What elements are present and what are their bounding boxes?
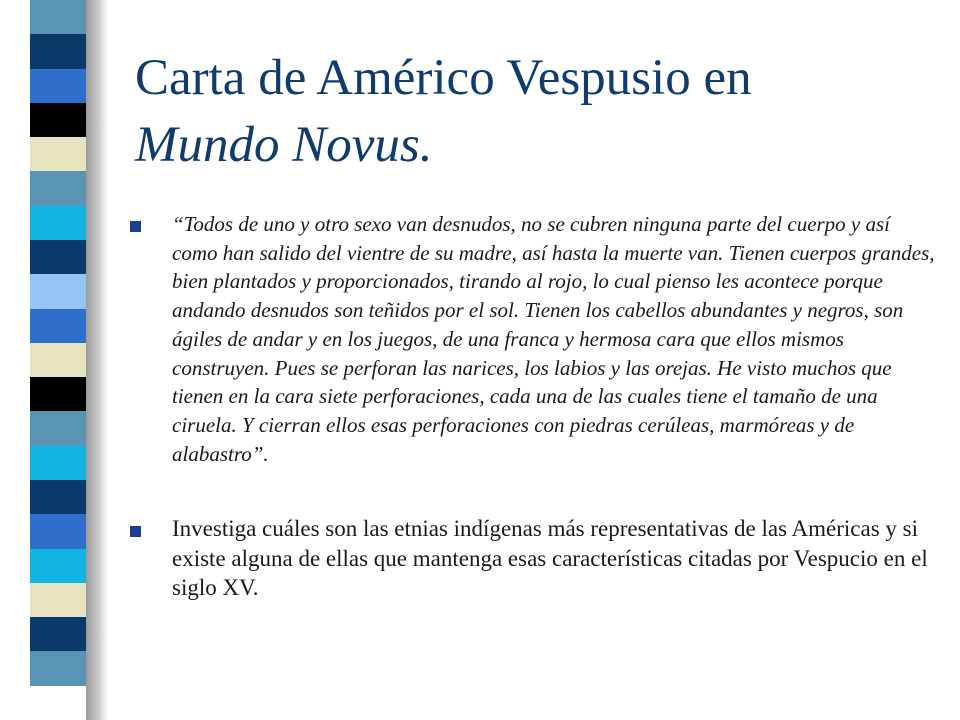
band-edge [0,0,30,720]
bullet-text-quote: “Todos de uno y otro sexo van desnudos, no se cubren ninguna parte del cuerpo y así como han salido del vientre de su madre, así hasta la muerte van. Tienen cuerpos grandes, bien plantados y proporcionados, tirando al rojo, lo cual pienso les acontece porque andando desnudos son teñidos por el sol. Tienen los cabellos abundantes y negros, son ágiles de andar y en los juegos, de una franca y hermosa cara que ellos mismos construyen. Pues se perforan las narices, los labios y las orejas. He visto muchos que tienen en la cara siete perforaciones, cada una de las cuales tiene el tamaño de una ciruela. Y cierran ellos esas perforaciones con piedras cerúleas, marmóreas y de alabastro”. [172,212,935,466]
square-bullet-icon [130,221,141,232]
title-line-1: Carta de Américo Vespusio en [135,50,752,106]
square-bullet-icon [130,526,141,537]
bullet-text-task: Investiga cuáles son las etnias indígenas más representativas de las Américas y si existe alguna de ellas que mantenga esas características citadas por Vespucio en el siglo XV. [172,516,928,601]
band-shadow [86,0,108,720]
bullet-list [130,210,940,603]
bullet-item-task [130,514,940,603]
slide-title [135,45,925,179]
title-line-2: Mundo Novus. [135,117,433,173]
decorative-side-band [0,0,110,720]
bullet-item-quote [130,210,940,468]
